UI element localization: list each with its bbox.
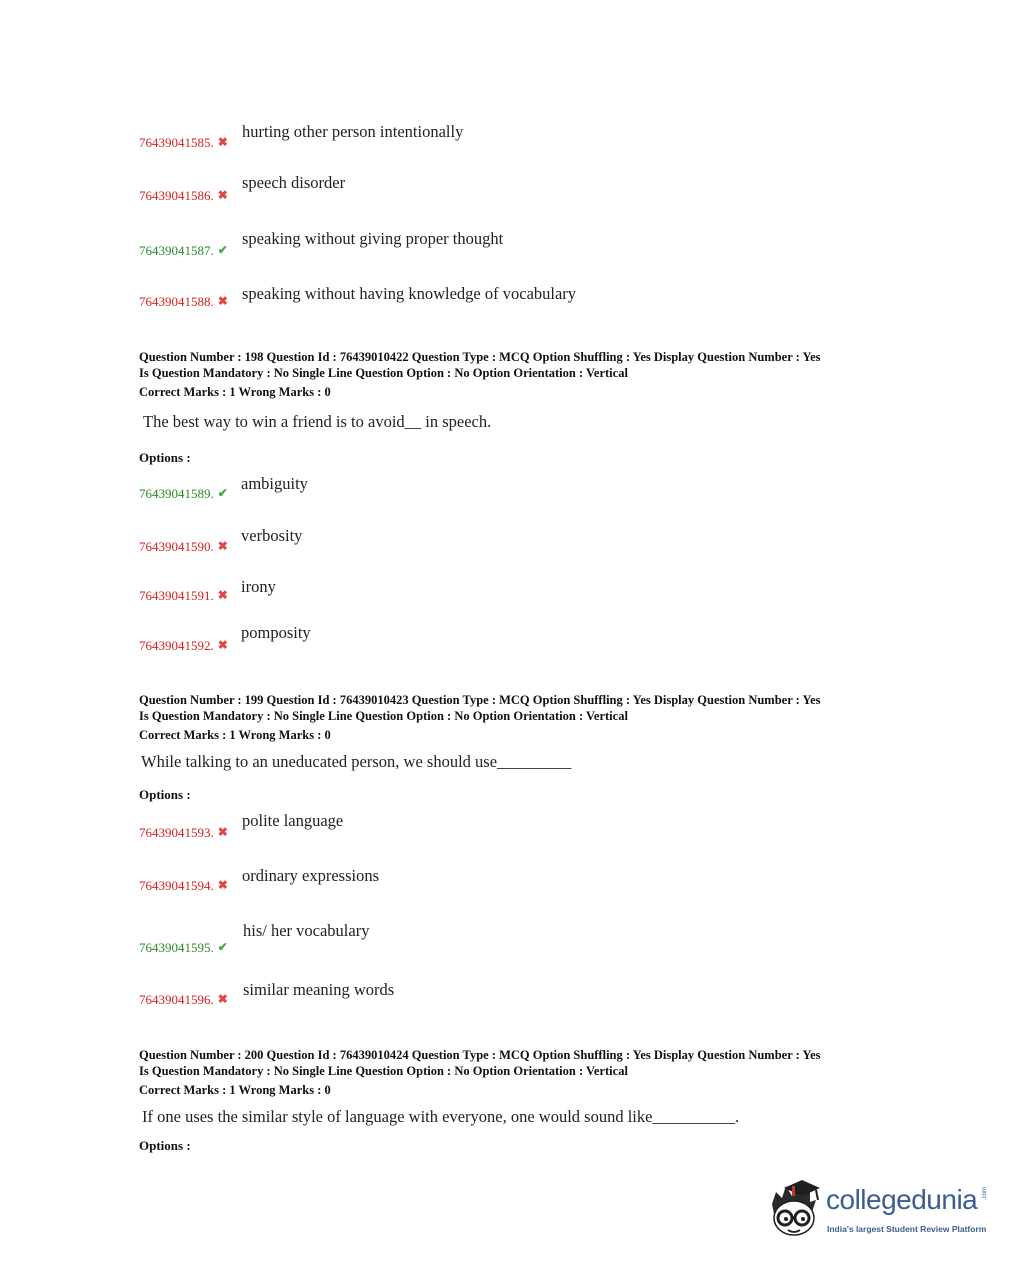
option-text: verbosity	[241, 526, 303, 545]
option-id: 76439041589. ✔	[139, 486, 228, 501]
question-marks: Correct Marks : 1 Wrong Marks : 0	[139, 1083, 331, 1097]
options-label: Options :	[139, 787, 191, 802]
question-text: While talking to an uneducated person, we should use_________	[141, 752, 572, 771]
wrong-mark-icon: ✖	[217, 588, 228, 602]
question-meta-line: Question Number : 200 Question Id : 76439010424 Question Type : MCQ Option Shuffling : Yes Display Question Number : Yes	[139, 1048, 821, 1062]
option-id: 76439041594. ✖	[139, 878, 228, 893]
question-meta-line: Is Question Mandatory : No Single Line Question Option : No Option Orientation : Vertical	[139, 366, 628, 380]
option-text: hurting other person intentionally	[242, 122, 464, 141]
option-text: speaking without having knowledge of vocabulary	[242, 284, 577, 303]
question-text: If one uses the similar style of language with everyone, one would sound like__________.	[142, 1107, 740, 1126]
option-id: 76439041588. ✖	[139, 294, 228, 309]
check-mark-icon: ✔	[217, 940, 228, 954]
wrong-mark-icon: ✖	[217, 188, 228, 202]
option-id: 76439041593. ✖	[139, 825, 228, 840]
wrong-mark-icon: ✖	[217, 992, 228, 1006]
wrong-mark-icon: ✖	[217, 878, 228, 892]
question-meta-line: Is Question Mandatory : No Single Line Question Option : No Option Orientation : Vertical	[139, 709, 628, 723]
logo-tagline: India's largest Student Review Platform	[827, 1224, 987, 1234]
check-mark-icon: ✔	[217, 243, 228, 257]
option-id: 76439041587. ✔	[139, 243, 228, 258]
option-text: polite language	[242, 811, 344, 830]
question-text: The best way to win a friend is to avoid__ in speech.	[143, 412, 492, 431]
question-marks: Correct Marks : 1 Wrong Marks : 0	[139, 728, 331, 742]
option-text: ambiguity	[241, 474, 308, 493]
options-label: Options :	[139, 1138, 191, 1153]
collegedunia-logo	[766, 1176, 996, 1246]
option-text: irony	[241, 577, 276, 596]
option-id: 76439041592. ✖	[139, 638, 228, 653]
option-text: similar meaning words	[243, 980, 395, 999]
mascot-icon	[766, 1178, 828, 1246]
options-label: Options :	[139, 450, 191, 465]
question-meta-line: Is Question Mandatory : No Single Line Question Option : No Option Orientation : Vertical	[139, 1064, 628, 1078]
check-mark-icon: ✔	[217, 486, 228, 500]
question-meta-line: Question Number : 199 Question Id : 76439010423 Question Type : MCQ Option Shuffling : Yes Display Question Number : Yes	[139, 693, 821, 707]
option-id: 76439041591. ✖	[139, 588, 228, 603]
logo-com: .com	[982, 1186, 988, 1200]
option-text: pomposity	[241, 623, 311, 642]
option-id: 76439041590. ✖	[139, 539, 228, 554]
wrong-mark-icon: ✖	[217, 825, 228, 839]
option-id: 76439041585. ✖	[139, 135, 228, 150]
option-id: 76439041586. ✖	[139, 188, 228, 203]
question-marks: Correct Marks : 1 Wrong Marks : 0	[139, 385, 331, 399]
option-text: ordinary expressions	[242, 866, 380, 885]
option-text: speaking without giving proper thought	[242, 229, 504, 248]
option-id: 76439041595. ✔	[139, 940, 228, 955]
logo-wordmark: collegedunia	[826, 1184, 978, 1215]
wrong-mark-icon: ✖	[217, 539, 228, 553]
option-id: 76439041596. ✖	[139, 992, 228, 1007]
question-meta-line: Question Number : 198 Question Id : 76439010422 Question Type : MCQ Option Shuffling : Yes Display Question Number : Yes	[139, 350, 821, 364]
option-text: his/ her vocabulary	[243, 921, 370, 940]
wrong-mark-icon: ✖	[217, 135, 228, 149]
wrong-mark-icon: ✖	[217, 294, 228, 308]
option-text: speech disorder	[242, 173, 346, 192]
wrong-mark-icon: ✖	[217, 638, 228, 652]
